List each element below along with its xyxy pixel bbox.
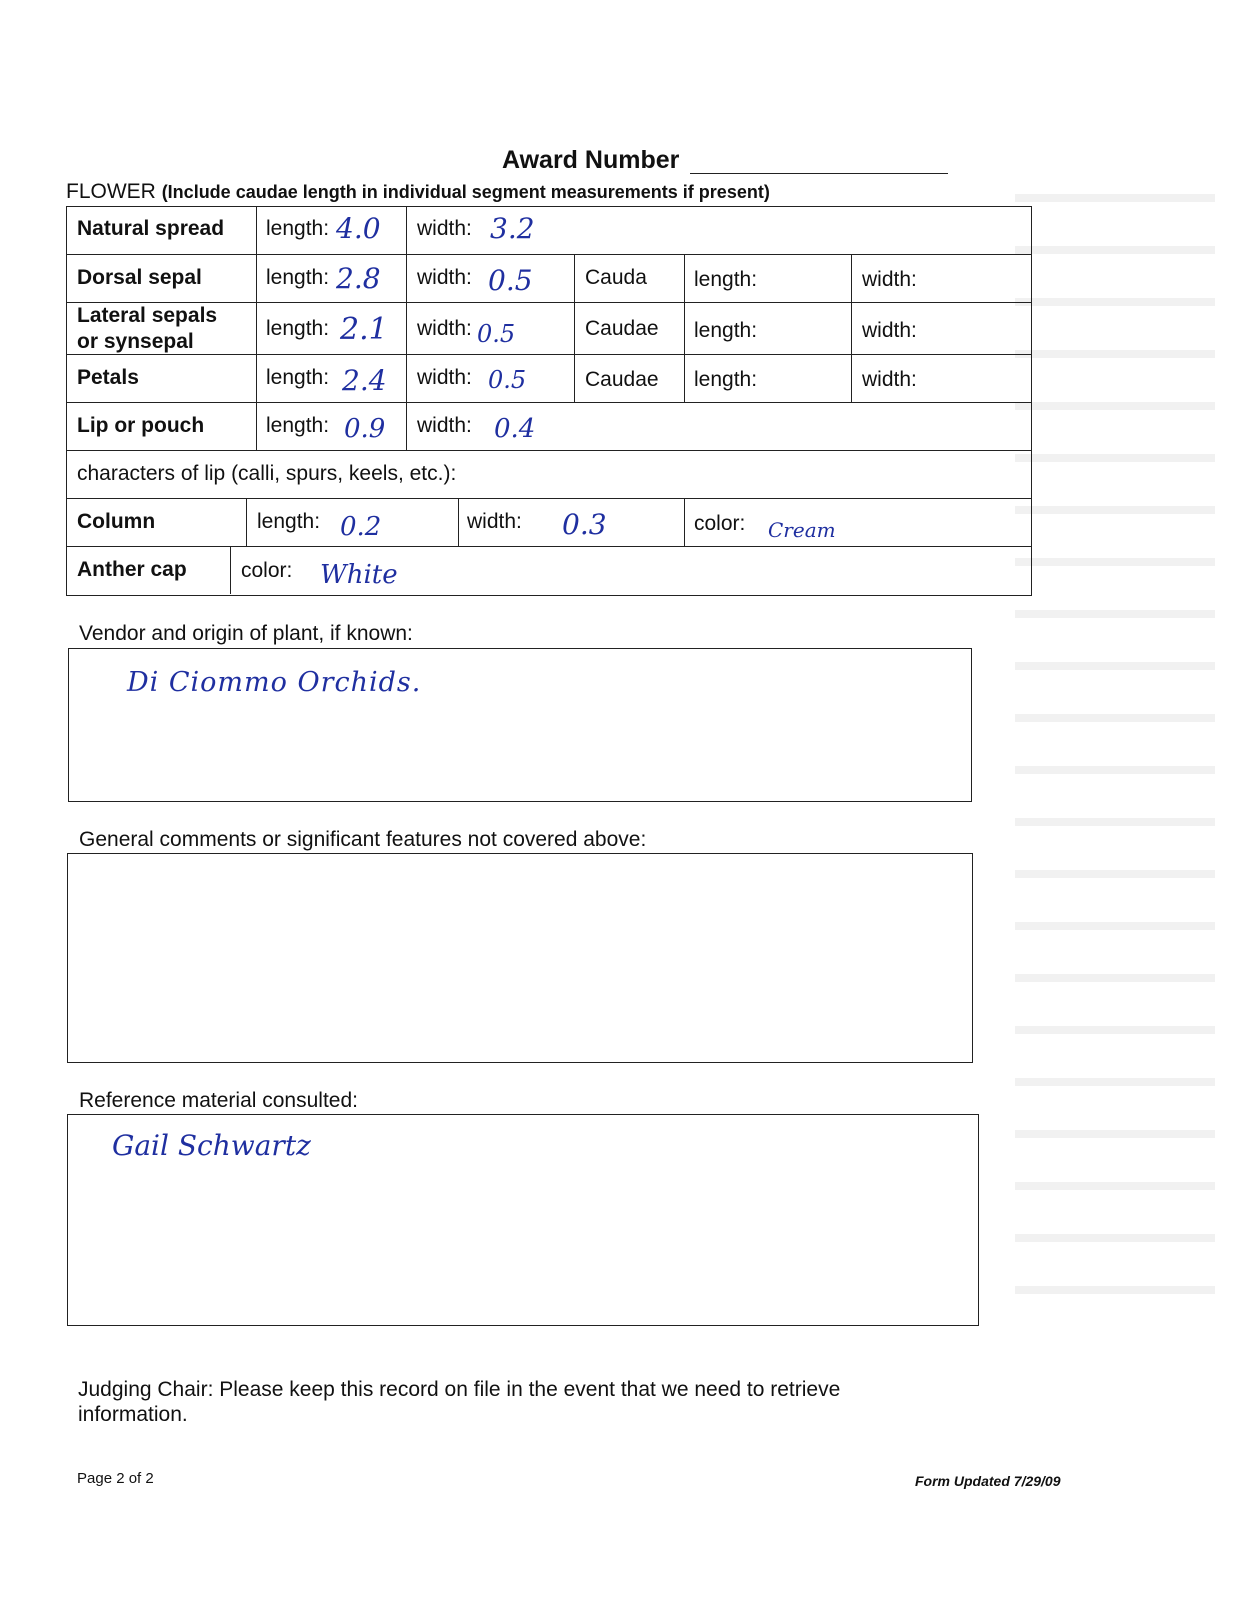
- lateral-caudae-length-field[interactable]: length:: [694, 319, 758, 342]
- lateral-sepals-label-line2: or synsepal: [77, 330, 194, 353]
- lateral-sepals-width-label: width:: [417, 317, 472, 340]
- dorsal-cauda-width-field[interactable]: width:: [862, 268, 917, 291]
- flower-note: (Include caudae length in individual segment measurements if present): [161, 182, 770, 202]
- petals-width-label: width:: [417, 366, 472, 389]
- column-color-field[interactable]: Cream: [768, 518, 836, 542]
- judging-chair-note: [78, 1377, 840, 1427]
- column-color-label: color:: [694, 512, 746, 535]
- form-updated: Form Updated 7/29/09: [915, 1473, 1061, 1489]
- natural-spread-label: Natural spread: [77, 217, 225, 240]
- dorsal-sepal-length-label: length:: [266, 266, 330, 289]
- reference-textarea[interactable]: [67, 1114, 979, 1326]
- petals-width-field[interactable]: 0.5: [488, 366, 527, 394]
- vendor-value: Di Ciommo Orchids.: [127, 667, 422, 698]
- award-number-field[interactable]: [690, 173, 948, 174]
- column-length-field[interactable]: 0.2: [340, 512, 382, 542]
- lateral-sepals-length-label: length:: [266, 317, 330, 340]
- flower-heading: [66, 180, 770, 204]
- flower-measurement-table: [66, 206, 1032, 596]
- dorsal-sepal-width-field[interactable]: 0.5: [488, 264, 533, 297]
- reference-label: Reference material consulted:: [79, 1089, 358, 1112]
- reference-value: Gail Schwartz: [112, 1129, 311, 1162]
- petals-caudae-width-field[interactable]: width:: [862, 368, 917, 391]
- lip-length-field[interactable]: 0.9: [344, 414, 386, 444]
- column-width-field[interactable]: 0.3: [562, 508, 607, 541]
- lip-width-label: width:: [417, 414, 472, 437]
- judging-chair-note-line1: Judging Chair: Please keep this record on file in the event that we need to retrieve: [78, 1378, 841, 1401]
- lip-length-label: length:: [266, 414, 330, 437]
- dorsal-sepal-width-label: width:: [417, 266, 472, 289]
- column-label: Column: [77, 510, 156, 533]
- petals-caudae-length-field[interactable]: length:: [694, 368, 758, 391]
- petals-length-label: length:: [266, 366, 330, 389]
- comments-textarea[interactable]: [67, 853, 973, 1063]
- award-number-label: Award Number: [502, 146, 680, 174]
- lip-width-field[interactable]: 0.4: [494, 414, 536, 444]
- lip-characters-field[interactable]: characters of lip (calli, spurs, keels, etc.):: [77, 462, 457, 485]
- anther-cap-color-label: color:: [241, 559, 293, 582]
- column-length-label: length:: [257, 510, 321, 533]
- vendor-textarea[interactable]: [68, 648, 972, 802]
- bleed-through-marks: [1015, 150, 1215, 1330]
- natural-spread-width-field[interactable]: 3.2: [490, 212, 535, 245]
- lateral-sepals-width-field[interactable]: 0.5: [477, 320, 516, 348]
- column-width-label: width:: [467, 510, 522, 533]
- flower-label: FLOWER: [66, 180, 156, 203]
- petals-length-field[interactable]: 2.4: [342, 364, 387, 397]
- lip-label: Lip or pouch: [77, 414, 205, 437]
- vendor-label: Vendor and origin of plant, if known:: [79, 622, 413, 645]
- comments-label: General comments or significant features not covered above:: [79, 828, 647, 851]
- petals-label: Petals: [77, 366, 139, 389]
- anther-cap-color-field[interactable]: White: [320, 560, 398, 590]
- judging-chair-note-line2: information.: [78, 1403, 188, 1426]
- natural-spread-length-field[interactable]: 4.0: [336, 212, 381, 245]
- lateral-caudae-label: Caudae: [585, 317, 659, 340]
- petals-caudae-label: Caudae: [585, 368, 659, 391]
- page-number: Page 2 of 2: [77, 1470, 154, 1487]
- lateral-caudae-width-field[interactable]: width:: [862, 319, 917, 342]
- lateral-sepals-label: [77, 303, 217, 355]
- lateral-sepals-length-field[interactable]: 2.1: [340, 312, 388, 347]
- natural-spread-length-label: length:: [266, 217, 330, 240]
- dorsal-cauda-length-field[interactable]: length:: [694, 268, 758, 291]
- dorsal-sepal-length-field[interactable]: 2.8: [336, 262, 381, 295]
- dorsal-sepal-label: Dorsal sepal: [77, 266, 202, 289]
- anther-cap-label: Anther cap: [77, 558, 187, 581]
- dorsal-cauda-label: Cauda: [585, 266, 647, 289]
- natural-spread-width-label: width:: [417, 217, 472, 240]
- lateral-sepals-label-line1: Lateral sepals: [77, 304, 218, 327]
